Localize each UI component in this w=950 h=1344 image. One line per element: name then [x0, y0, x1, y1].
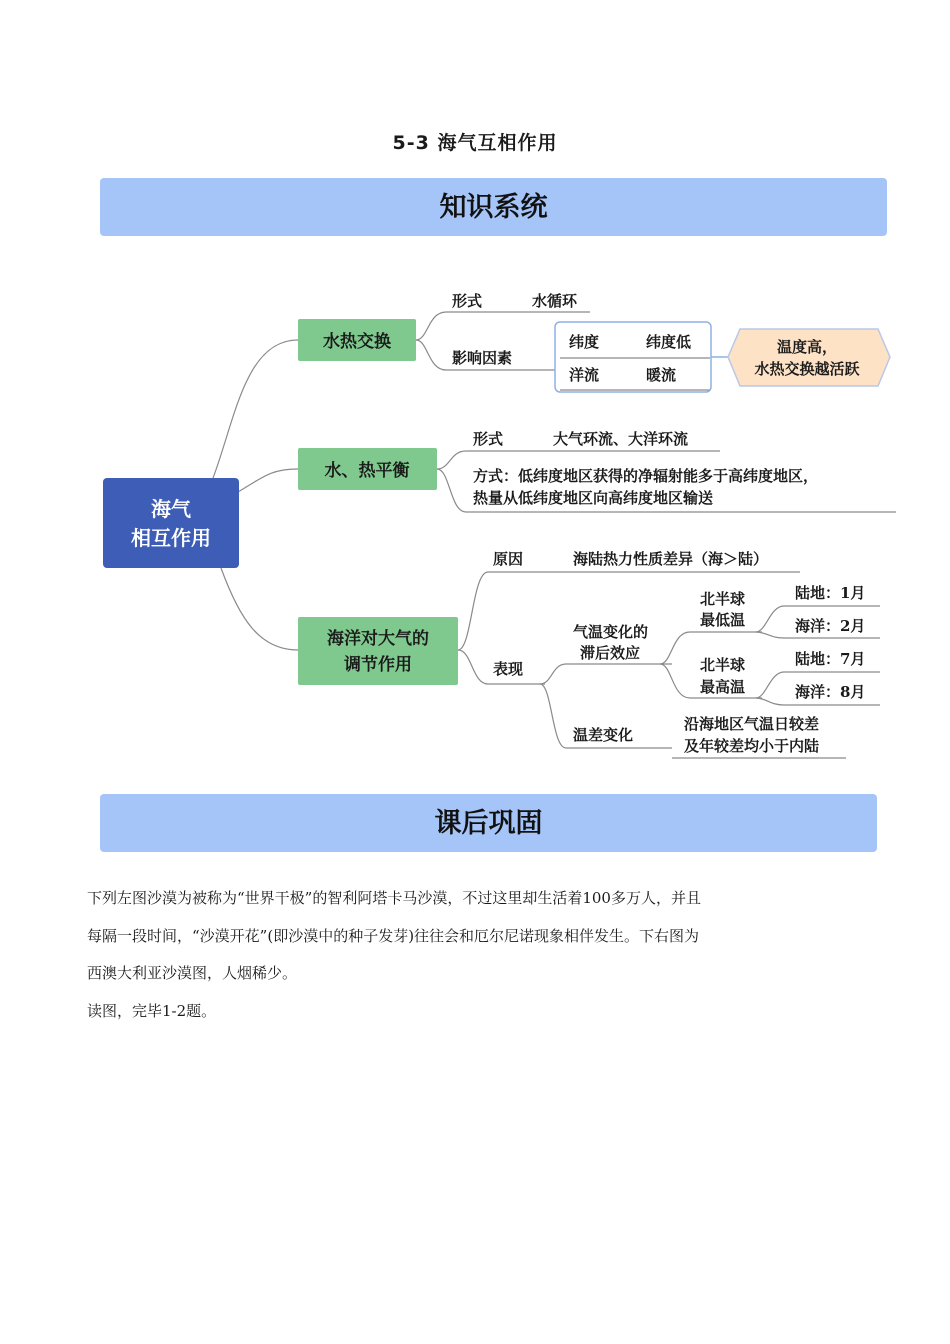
b2-method-line-1: 方式：低纬度地区获得的净辐射能多于高纬度地区， [473, 467, 819, 485]
b3-lag-label-1: 气温变化的 [573, 623, 649, 641]
page-title: 5-3 海气互相作用 [392, 132, 558, 154]
paragraph-line-1: 下列左图沙漠为被称为“世界干极”的智利阿塔卡马沙漠，不过这里却生活着100多万人，并且 [87, 889, 701, 907]
branch-3-label-2: 调节作用 [344, 655, 412, 675]
practice-banner: 课后巩固 [100, 794, 877, 852]
b2-method-line-2: 热量从低纬度地区向高纬度地区输送 [473, 489, 714, 507]
b3-max-sea: 海洋：8月 [795, 683, 866, 701]
knowledge-system-banner: 知识系统 [100, 178, 887, 236]
result-line-2: 水热交换越活跃 [754, 360, 860, 378]
paragraph-line-3: 西澳大利亚沙漠图，人烟稀少。 [87, 964, 298, 982]
b1-form-label: 形式 [452, 292, 483, 310]
root-box [103, 478, 239, 568]
b3-range-label: 温差变化 [573, 726, 634, 744]
b1-factor-2-label: 洋流 [569, 366, 600, 384]
b3-min-label-1: 北半球 [700, 590, 746, 608]
paragraph-line-4: 读图，完毕1-2题。 [87, 1001, 217, 1020]
b3-min-land: 陆地：1月 [795, 584, 866, 602]
result-line-1: 温度高， [776, 338, 838, 356]
paragraph-line-2: 每隔一段时间，“沙漠开花”(即沙漠中的种子发芽)往往会和厄尔尼诺现象相伴发生。下右图为 [87, 926, 700, 945]
b3-min-sea: 海洋：2月 [795, 617, 866, 635]
b3-lag-label-2: 滞后效应 [580, 644, 641, 662]
b3-show-label: 表现 [493, 660, 524, 678]
b1-factor-1-label: 纬度 [569, 333, 600, 351]
b3-range-value-1: 沿海地区气温日较差 [684, 715, 820, 733]
branch-3-label-1: 海洋对大气的 [327, 629, 429, 649]
b3-reason-label: 原因 [493, 550, 524, 568]
b1-factor-2-value: 暖流 [646, 366, 677, 384]
branch-2-label: 水、热平衡 [324, 461, 410, 481]
b3-max-label-1: 北半球 [700, 656, 746, 674]
b1-form-value: 水循环 [532, 292, 578, 310]
b3-range-value-2: 及年较差均小于内陆 [684, 737, 820, 755]
mind-map [0, 260, 950, 780]
b2-form-label: 形式 [473, 430, 504, 448]
branch-1-label: 水热交换 [323, 332, 391, 352]
root-line-2: 相互作用 [131, 526, 211, 550]
b3-max-label-2: 最高温 [700, 678, 746, 696]
b3-max-land: 陆地：7月 [795, 650, 866, 668]
b3-reason-value: 海陆热力性质差异（海＞陆） [573, 550, 769, 568]
b3-min-label-2: 最低温 [700, 611, 746, 629]
b1-factor-1-value: 纬度低 [646, 333, 692, 351]
question-text [87, 880, 867, 1030]
b1-factor-label: 影响因素 [452, 349, 513, 367]
root-line-1: 海气 [151, 497, 191, 521]
b2-form-value: 大气环流、大洋环流 [553, 430, 689, 448]
